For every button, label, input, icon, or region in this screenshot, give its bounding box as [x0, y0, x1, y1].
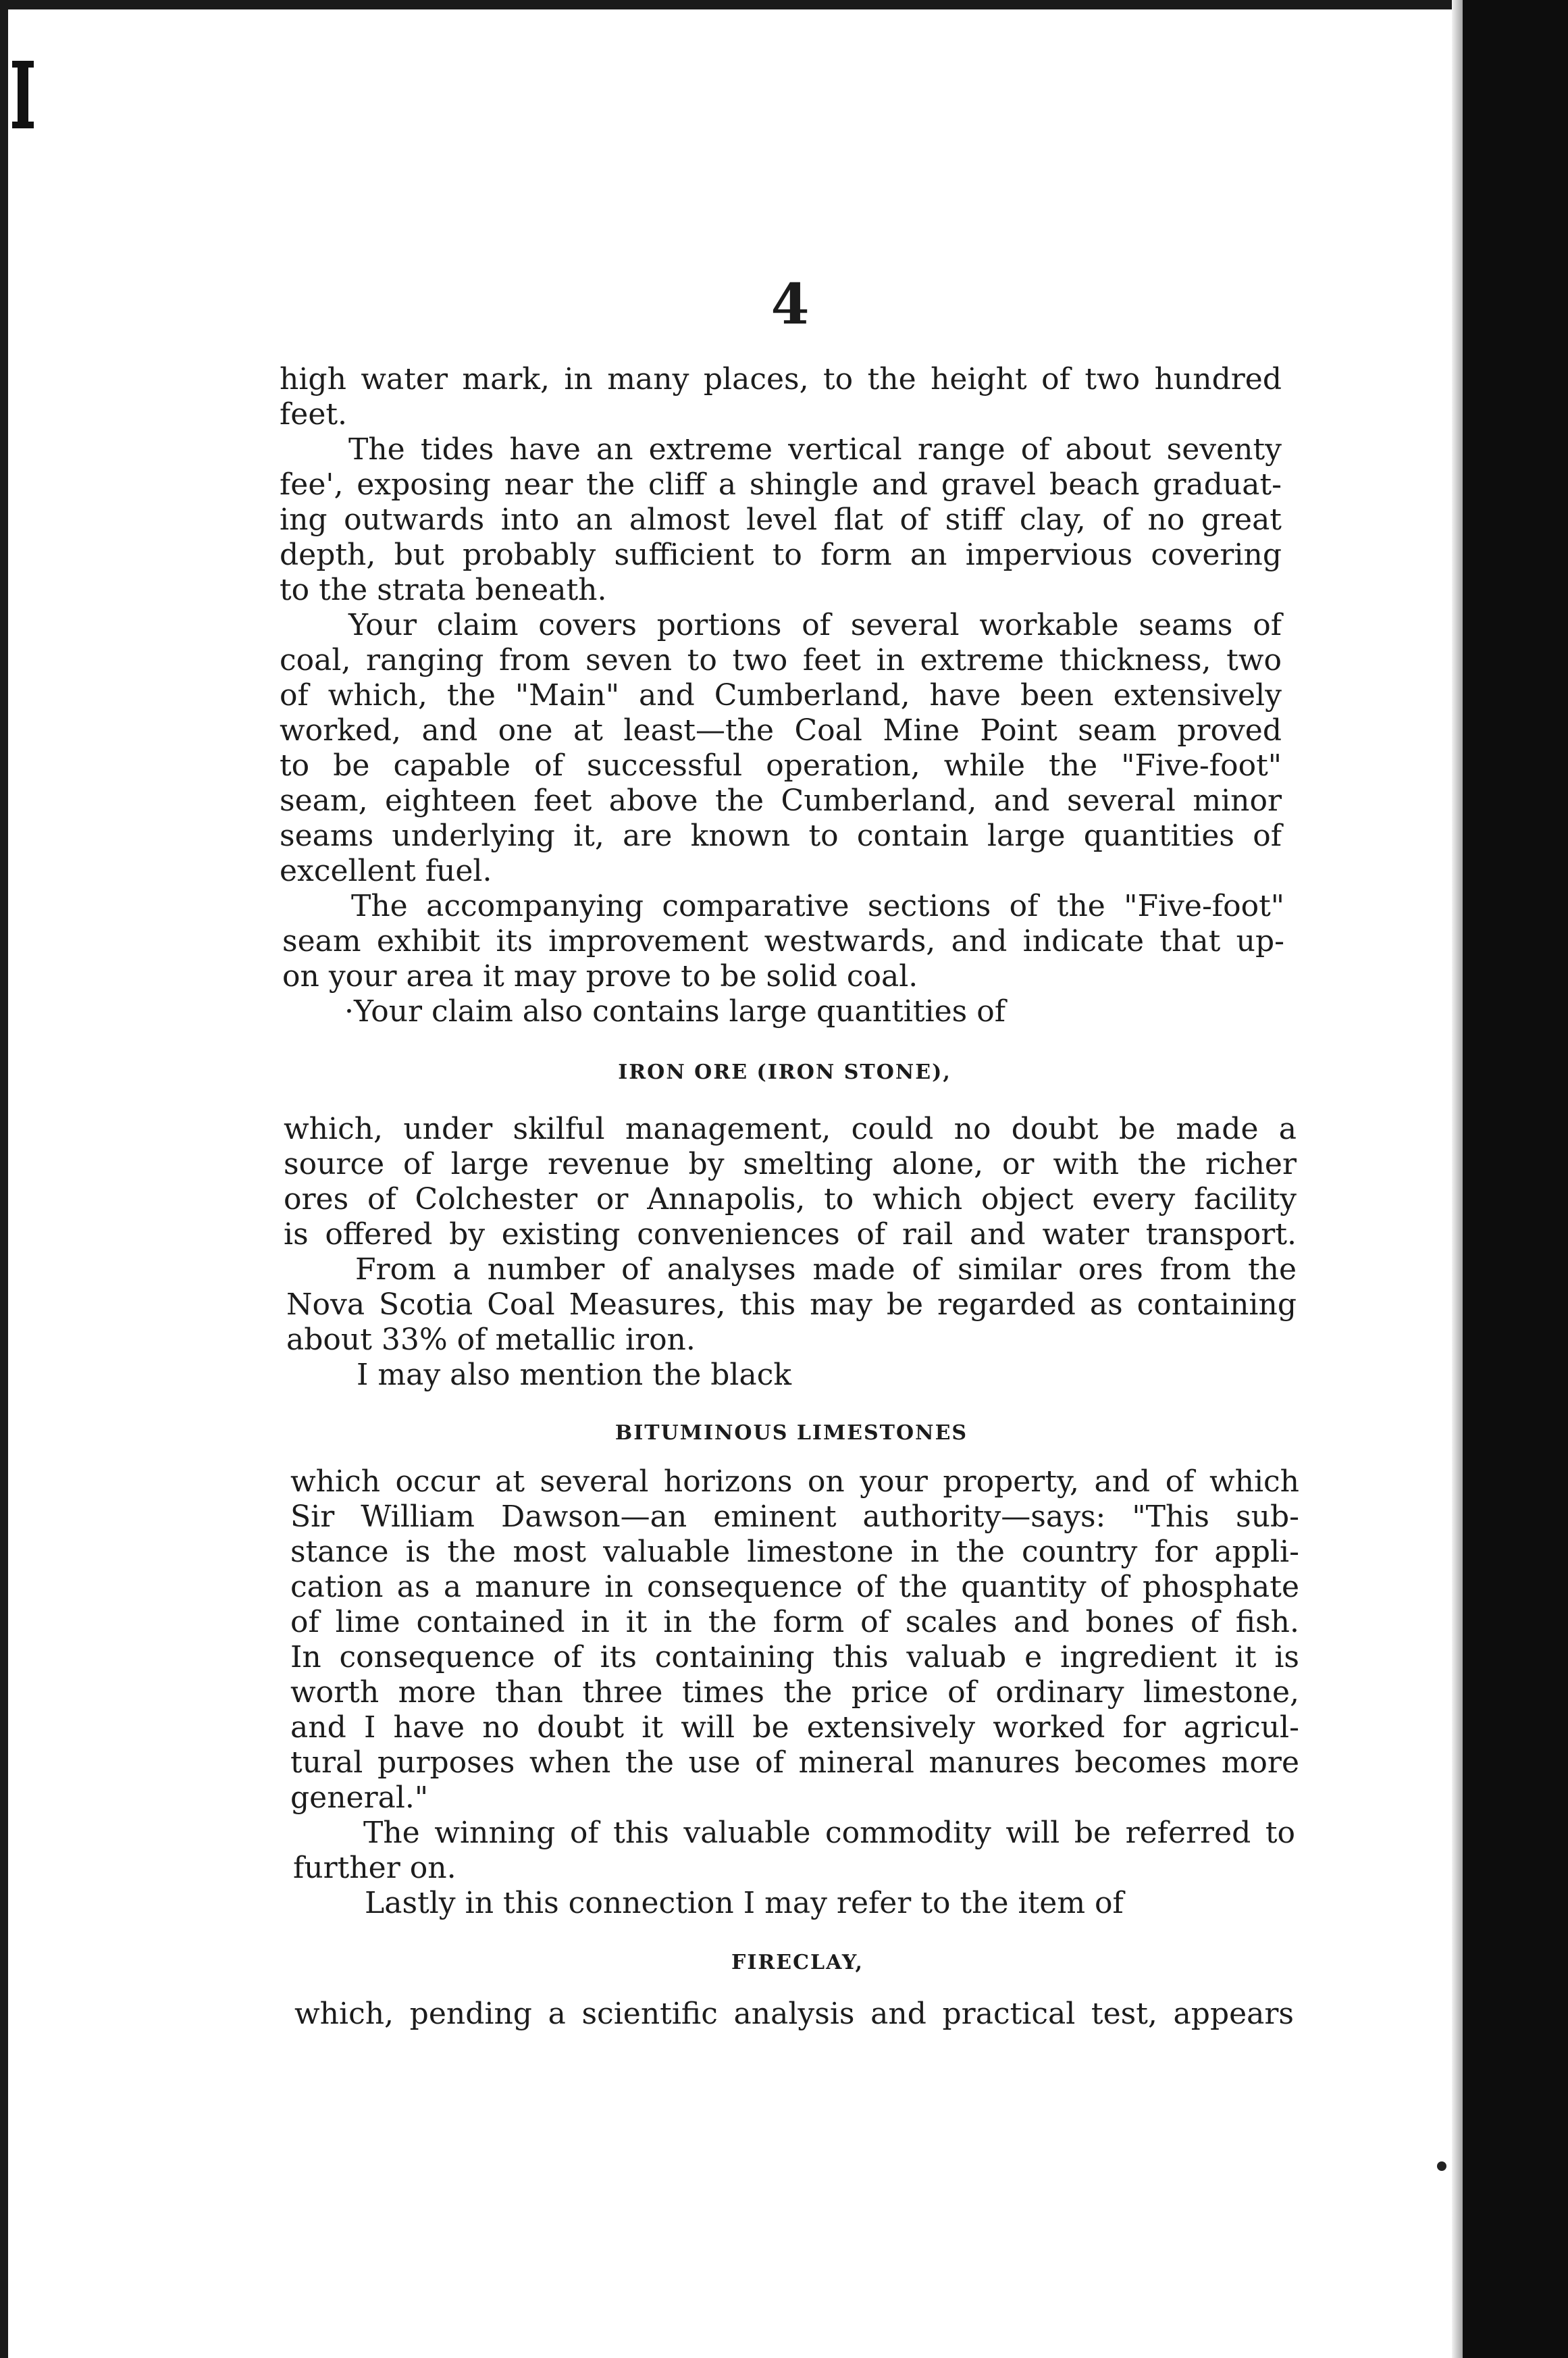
text-line: excellent fuel.: [280, 854, 492, 888]
text-line: fee', exposing near the cliff a shingle and gravel beach graduat-: [280, 467, 1282, 502]
scan-left-edge: [0, 0, 8, 2358]
text-line: worked, and one at least—the Coal Mine Point seam proved: [280, 713, 1282, 748]
text-line: I may also mention the black: [357, 1358, 792, 1392]
text-line: The tides have an extreme vertical range of about seventy: [348, 432, 1282, 467]
text-line: cation as a manure in consequence of the quantity of phosphate: [290, 1570, 1299, 1604]
text-line: on your area it may prove to be solid coal.: [282, 959, 918, 994]
text-line: to be capable of successful operation, while the "Five-foot": [280, 748, 1282, 783]
text-line: of which, the "Main" and Cumberland, have been extensively: [280, 678, 1282, 713]
text-line: The accompanying comparative sections of the "Five-foot": [351, 889, 1284, 923]
text-line: about 33% of metallic iron.: [286, 1323, 696, 1357]
text-line: Sir William Dawson—an eminent authority—says: "This sub-: [290, 1500, 1299, 1534]
text-line: Lastly in this connection I may refer to the item of: [365, 1886, 1124, 1920]
margin-mark-icon: [12, 54, 36, 135]
section-heading-limestones: BITUMINOUS LIMESTONES: [615, 1421, 968, 1445]
text-line: feet.: [280, 397, 348, 432]
text-line: tural purposes when the use of mineral manures becomes more: [290, 1745, 1299, 1780]
text-line: Nova Scotia Coal Measures, this may be regarded as containing: [286, 1287, 1297, 1322]
text-line: ing outwards into an almost level flat of stiff clay, of no great: [280, 503, 1282, 537]
text-line: is offered by existing conveniences of rail and water transport.: [284, 1217, 1297, 1252]
text-line: seam, eighteen feet above the Cumberland, and several minor: [280, 784, 1282, 818]
text-line: of lime contained in it in the form of scales and bones of fish.: [290, 1605, 1299, 1639]
text-line: The winning of this valuable commodity will be referred to: [363, 1816, 1295, 1850]
text-line: source of large revenue by smelting alone, or with the richer: [284, 1147, 1297, 1181]
section-heading-fireclay: FIRECLAY,: [731, 1951, 864, 1974]
text-line: ·Your claim also contains large quantities of: [344, 994, 1005, 1029]
text-line: stance is the most valuable limestone in the country for appli-: [290, 1535, 1299, 1569]
scan-top-edge: [0, 0, 1568, 9]
ink-spot: [1437, 2161, 1446, 2171]
text-line: From a number of analyses made of similar ores from the: [355, 1252, 1297, 1287]
page-number: 4: [770, 272, 810, 337]
text-line: and I have no doubt it will be extensively worked for agricul-: [290, 1710, 1299, 1745]
text-line: Your claim covers portions of several workable seams of: [348, 608, 1282, 642]
text-line: to the strata beneath.: [280, 573, 607, 607]
text-line: seams underlying it, are known to contain large quantities of: [280, 819, 1282, 853]
section-heading-iron-ore: IRON ORE (IRON STONE),: [618, 1060, 951, 1084]
text-line: worth more than three times the price of ordinary limestone,: [290, 1675, 1299, 1710]
text-line: high water mark, in many places, to the height of two hundred: [280, 362, 1282, 396]
text-line: depth, but probably sufficient to form an impervious covering: [280, 538, 1282, 572]
text-line: In consequence of its containing this valuab e ingredient it is: [290, 1640, 1299, 1674]
text-line: which, pending a scientific analysis and practical test, appears: [294, 1997, 1294, 2031]
text-line: which, under skilful management, could no doubt be made a: [284, 1112, 1297, 1146]
text-line: which occur at several horizons on your property, and of which: [290, 1464, 1299, 1499]
text-line: seam exhibit its improvement westwards, and indicate that up-: [282, 924, 1284, 958]
text-line: ores of Colchester or Annapolis, to which object every facility: [284, 1182, 1297, 1216]
text-line: further on.: [293, 1851, 456, 1885]
scan-right-edge: [1463, 0, 1568, 2358]
text-line: general.": [290, 1780, 429, 1815]
text-line: coal, ranging from seven to two feet in extreme thickness, two: [280, 643, 1282, 677]
